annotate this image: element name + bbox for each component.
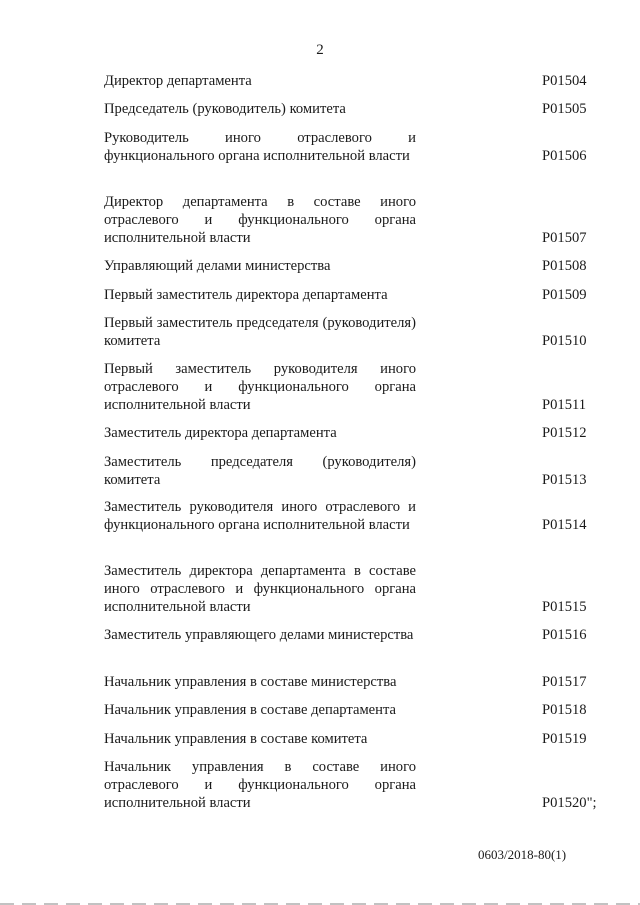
position-entry — [104, 498, 586, 534]
position-title: Начальник управления в составе департамента — [104, 702, 396, 718]
position-code: Р01512 — [542, 425, 587, 441]
position-code: Р01518 — [542, 702, 587, 718]
position-code: Р01509 — [542, 287, 587, 303]
position-title: Директор департамента в составе иного отраслевого и функционального органа исполнительной власти — [104, 194, 416, 246]
position-code: Р01519 — [542, 731, 587, 747]
position-code: Р01508 — [542, 258, 587, 274]
position-title: Заместитель директора департамента — [104, 425, 337, 441]
position-entry — [104, 314, 586, 350]
position-title: Начальник управления в составе иного отраслевого и функционального органа исполнительной власти — [104, 759, 416, 811]
position-title: Начальник управления в составе комитета — [104, 731, 368, 747]
page-number: 2 — [316, 42, 324, 58]
position-code: Р01520"; — [542, 795, 597, 811]
position-entry — [104, 360, 586, 414]
position-title: Заместитель директора департамента в составе иного отраслевого и функционального органа исполнительной власти — [104, 563, 416, 615]
position-code: Р01517 — [542, 674, 587, 690]
position-code: Р01515 — [542, 599, 587, 615]
position-entry — [104, 562, 586, 616]
position-code: Р01506 — [542, 148, 587, 164]
position-entry — [104, 730, 586, 748]
position-entry — [104, 758, 597, 812]
position-code: Р01510 — [542, 333, 587, 349]
document-reference: 0603/2018-80(1) — [478, 847, 567, 862]
position-title: Первый заместитель руководителя иного отраслевого и функционального органа исполнительной власти — [104, 361, 416, 413]
position-title: Управляющий делами министерства — [104, 258, 331, 274]
position-title: Начальник управления в составе министерства — [104, 674, 397, 690]
position-entry — [104, 626, 586, 644]
position-entry — [104, 193, 586, 247]
position-code: Р01516 — [542, 627, 587, 643]
position-code: Р01507 — [542, 230, 587, 246]
position-entry — [104, 701, 586, 719]
position-code: Р01505 — [542, 101, 587, 117]
position-entry — [104, 257, 586, 275]
position-code: Р01504 — [542, 73, 587, 89]
position-title: Председатель (руководитель) комитета — [104, 101, 346, 117]
position-title: Заместитель председателя (руководителя) комитета — [104, 454, 416, 488]
position-title: Директор департамента — [104, 73, 252, 89]
position-title: Заместитель управляющего делами министерства — [104, 627, 414, 643]
position-title: Заместитель руководителя иного отраслевого и функционального органа исполнительной власти — [104, 499, 416, 533]
position-code: Р01511 — [542, 397, 587, 413]
position-entry — [104, 673, 586, 691]
position-title: Первый заместитель директора департамента — [104, 287, 388, 303]
position-entry — [104, 453, 586, 489]
position-code: Р01514 — [542, 517, 587, 533]
position-entry — [104, 100, 586, 118]
position-title: Первый заместитель председателя (руководителя) комитета — [104, 315, 416, 349]
position-entry — [104, 286, 586, 304]
position-entry — [104, 129, 586, 165]
position-title: Руководитель иного отраслевого и функционального органа исполнительной власти — [104, 130, 416, 164]
position-entry — [104, 72, 586, 90]
position-code: Р01513 — [542, 472, 587, 488]
position-entry — [104, 424, 586, 442]
